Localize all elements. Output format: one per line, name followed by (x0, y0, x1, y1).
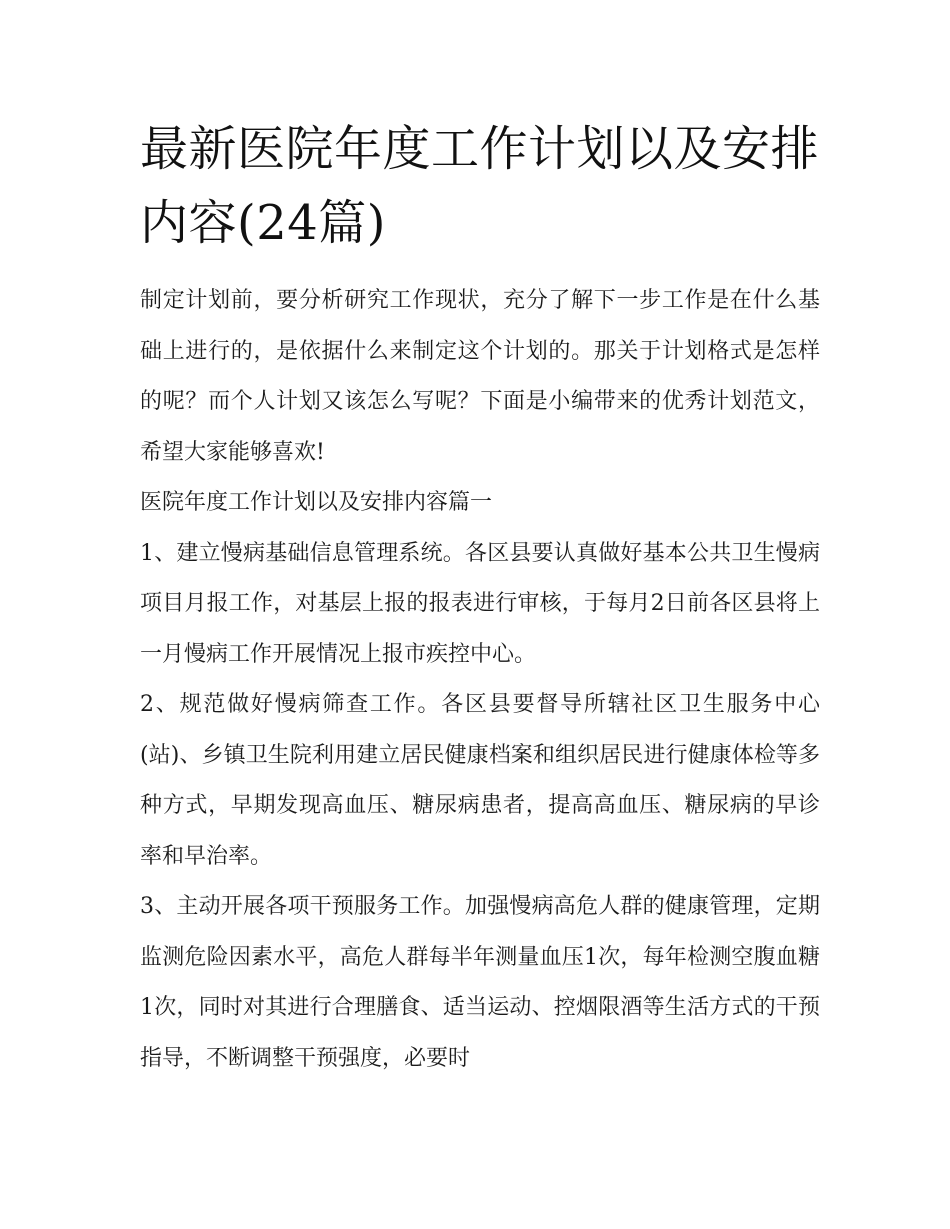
intro-paragraph: 制定计划前，要分析研究工作现状，充分了解下一步工作是在什么基础上进行的，是依据什么来制定这个计划的。那关于计划格式是怎样的呢？而个人计划又该怎么写呢？下面是小编带来的优秀计划范文，希望大家能够喜欢! (140, 288, 820, 465)
document-title: 最新医院年度工作计划以及安排内容(24篇) (140, 121, 820, 251)
section-heading: 医院年度工作计划以及安排内容篇一 (140, 490, 493, 515)
document-body (140, 276, 820, 1084)
list-item-3: 3、主动开展各项干预服务工作。加强慢病高危人群的健康管理，定期监测危险因素水平，高危人群每半年测量血压1次，每年检测空腹血糖1次，同时对其进行合理膳食、适当运动、控烟限酒等生活方式的干预指导，不断调整干预强度，必要时 (140, 894, 820, 1071)
list-item-1: 1、建立慢病基础信息管理系统。各区县要认真做好基本公共卫生慢病项目月报工作，对基层上报的报表进行审核，于每月2日前各区县将上一月慢病工作开展情况上报市疾控中心。 (140, 540, 820, 667)
list-item-2: 2、规范做好慢病筛查工作。各区县要督导所辖社区卫生服务中心(站)、乡镇卫生院利用建立居民健康档案和组织居民进行健康体检等多种方式，早期发现高血压、糖尿病患者，提高高血压、糖尿病的早诊率和早治率。 (140, 692, 820, 869)
